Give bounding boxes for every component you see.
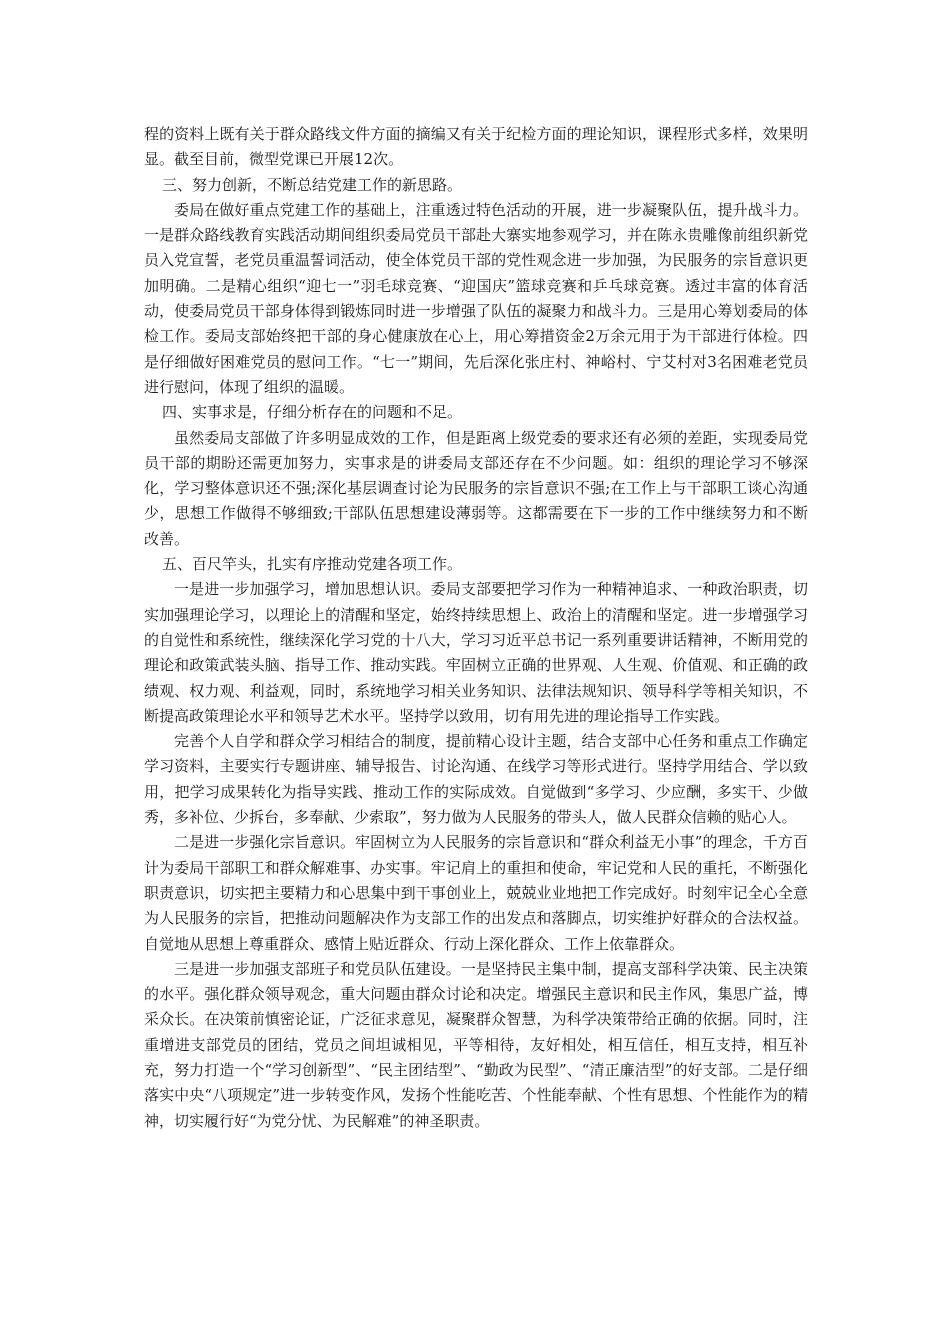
paragraph-service-purpose: 二是进一步强化宗旨意识。牢固树立为人民服务的宗旨意识和“群众利益无小事”的理念，千方百计为委局干部职工和群众解难事、办实事。牢记肩上的重担和使命，牢记党和人民的重托，不断强化职责意识，切实把主要精力和心思集中到干事创业上，兢兢业业地把工作完成好。时刻牢记全心全意为人民服务的宗旨，把推动问题解决作为支部工作的出发点和落脚点，切实维护好群众的合法权益。自觉地从思想上尊重群众、感情上贴近群众、行动上深化群众、工作上依靠群众。	[144, 833, 808, 953]
paragraph-shortcomings: 虽然委局支部做了许多明显成效的工作，但是距离上级党委的要求还有必须的差距，实现委局党员干部的期盼还需更加努力，实事求是的讲委局支部还存在不少问题。如：组织的理论学习不够深化，学习整体意识还不强;深化基层调查讨论为民服务的宗旨意识不强;在工作上与干部职工谈心沟通少，思想工作做得不够细致;干部队伍思想建设薄弱等。这都需要在下一步的工作中继续努力和不断改善。	[144, 428, 808, 548]
paragraph-special-activities: 委局在做好重点党建工作的基础上，注重透过特色活动的开展，进一步凝聚队伍，提升战斗力。一是群众路线教育实践活动期间组织委局党员干部赴大寨实地参观学习，并在陈永贵雕像前组织新党员入党宣誓，老党员重温誓词活动，使全体党员干部的党性观念进一步加强，为民服务的宗旨意识更加明确。二是精心组织“迎七一”羽毛球竞赛、“迎国庆”篮球竞赛和乒乓球竞赛。透过丰富的体育活动，使委局党员干部身体得到锻炼同时进一步增强了队伍的凝聚力和战斗力。三是用心筹划委局的体检工作。委局支部始终把干部的身心健康放在心上，用心筹措资金2万余元用于为干部进行体检。四是仔细做好困难党员的慰问工作。“七一”期间，先后深化张庄村、神峪村、宁艾村对3名困难老党员进行慰问，体现了组织的温暖。	[144, 200, 808, 396]
document-page	[144, 122, 808, 1134]
paragraph-study-system: 完善个人自学和群众学习相结合的制度，提前精心设计主题，结合支部中心任务和重点工作确定学习资料，主要实行专题讲座、辅导报告、讨论沟通、在线学习等形式进行。坚持学用结合、学以致用，把学习成果转化为指导实践、推动工作的实际成效。自觉做到“多学习、少应酬，多实干、少做秀，多补位、少拆台，多奉献、少索取”，努力做为人民服务的带头人，做人民群众信赖的贴心人。	[144, 732, 808, 827]
section-heading-problems: 四、实事求是，仔细分析存在的问题和不足。	[162, 403, 463, 422]
paragraph-course-materials: 程的资料上既有关于群众路线文件方面的摘编又有关于纪检方面的理论知识，课程形式多样，效果明显。截至目前，微型党课已开展12次。	[144, 125, 808, 169]
section-heading-next-steps: 五、百尺竿头，扎实有序推动党建各项工作。	[162, 555, 463, 574]
paragraph-team-building: 三是进一步加强支部班子和党员队伍建设。一是坚持民主集中制，提高支部科学决策、民主决策的水平。强化群众领导观念，重大问题由群众讨论和决定。增强民主意识和民主作风，集思广益，博采众长。在决策前慎密论证，广泛征求意见，凝聚群众智慧，为科学决策带给正确的依据。同时，注重增进支部党员的团结，党员之间坦诚相见，平等相待，友好相处，相互信任，相互支持，相互补充，努力打造一个“学习创新型”、“民主团结型”、“勤政为民型”、“清正廉洁型”的好支部。二是仔细落实中央“八项规定”进一步转变作风，发扬个性能吃苦、个性能奉献、个性有思想、个性能作为的精神，切实履行好“为党分忧、为民解难”的神圣职责。	[144, 959, 808, 1130]
section-heading-innovation: 三、努力创新，不断总结党建工作的新思路。	[162, 175, 463, 194]
paragraph-strengthen-learning: 一是进一步加强学习，增加思想认识。委局支部要把学习作为一种精神追求、一种政治职责，切实加强理论学习，以理论上的清醒和坚定，始终持续思想上、政治上的清醒和坚定。进一步增强学习的自觉性和系统性，继续深化学习党的十八大，学习习近平总书记一系列重要讲话精神，不断用党的理论和政策武装头脑、指导工作、推动实践。牢固树立正确的世界观、人生观、价值观、和正确的政绩观、权力观、利益观，同时，系统地学习相关业务知识、法律法规知识、领导科学等相关知识，不断提高政策理论水平和领导艺术水平。坚持学以致用，切有用先进的理论指导工作实践。	[144, 580, 808, 725]
